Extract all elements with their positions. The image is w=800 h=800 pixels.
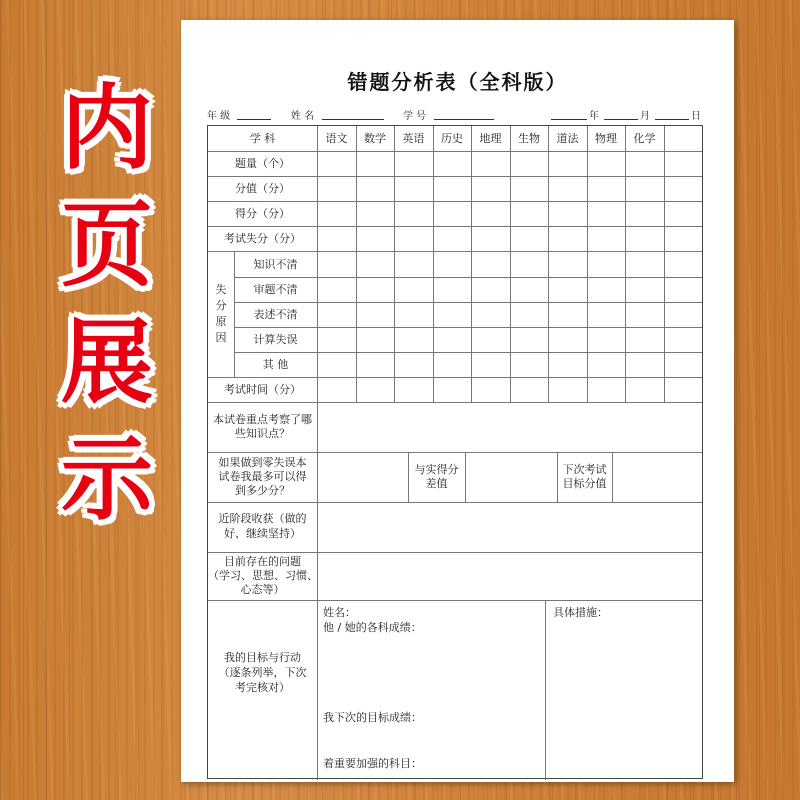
- goals-label-l2: （逐条列举，下次: [218, 666, 307, 679]
- year-field[interactable]: [551, 119, 587, 120]
- problems-label-l1: 目前存在的问题: [224, 555, 301, 568]
- promo-banner: [52, 70, 162, 538]
- subject-history: 历史: [441, 132, 463, 145]
- student-no-label: 学 号: [403, 111, 427, 122]
- worksheet-page: [181, 20, 734, 782]
- day-field[interactable]: [655, 119, 689, 120]
- measures-label: 具体措施：: [553, 606, 608, 619]
- reason-reading: 审题不清: [253, 283, 298, 296]
- page-title: 错题分析表（全科版）: [347, 70, 568, 94]
- diff-label-l1: 与实得分: [414, 463, 459, 476]
- subject-biology: 生物: [518, 132, 540, 145]
- gains-label-l2: 好、继续坚持）: [224, 527, 301, 540]
- grade-field[interactable]: [237, 119, 271, 120]
- subject-geography: 地理: [479, 132, 502, 145]
- diff-label-l2: 差值: [425, 477, 448, 490]
- next-target-l2: 目标分值: [562, 477, 607, 490]
- banner-char: 内: [60, 75, 153, 182]
- subject-english: 英语: [402, 132, 425, 145]
- year-label: 年: [589, 111, 599, 122]
- row-lost-points: 考试失分（分）: [224, 232, 301, 245]
- problems-label-l2: （学习、思想、习惯、: [208, 569, 318, 582]
- subject-chemistry: 化学: [633, 132, 656, 145]
- goals-label-l3: 考完核对）: [235, 681, 290, 694]
- student-no-field[interactable]: [434, 119, 494, 120]
- row-question-count: 题量（个）: [235, 157, 290, 170]
- grade-label: 年 级: [207, 111, 231, 122]
- peer-name-label: 姓名：: [323, 606, 356, 619]
- loss-reason-label: 失分原因: [215, 283, 227, 344]
- my-next-target-label: 我下次的目标成绩：: [323, 711, 422, 724]
- row-points: 分值（分）: [235, 182, 290, 195]
- header-fields: [181, 107, 734, 123]
- reason-calculation: 计算失误: [253, 333, 298, 346]
- reason-knowledge: 知识不清: [253, 258, 298, 271]
- month-field[interactable]: [604, 119, 638, 120]
- subject-header: 学 科: [249, 132, 276, 145]
- subject-math: 数学: [364, 132, 386, 145]
- banner-char: 展: [60, 309, 153, 416]
- subject-civics: 道法: [556, 132, 579, 145]
- q-max-score-l3: 到多少分？: [235, 484, 290, 497]
- reason-other: 其 他: [262, 358, 289, 371]
- q-focus-label: 本试卷重点考察了哪些知识点？: [213, 413, 312, 440]
- analysis-table: [207, 125, 703, 779]
- q-max-score-l2: 试卷我最多可以得: [218, 470, 307, 483]
- goals-label-l1: 我的目标与行动: [224, 651, 301, 664]
- q-max-score-l1: 如果做到零失误本: [218, 456, 307, 469]
- gains-label-l1: 近阶段收获（做的: [218, 512, 307, 525]
- banner-char: 示: [60, 426, 153, 533]
- peer-scores-label: 他 / 她的各科成绩：: [323, 621, 422, 634]
- banner-char: 页: [60, 192, 153, 299]
- month-label: 月: [640, 111, 650, 122]
- focus-subjects-label: 着重要加强的科目：: [323, 757, 422, 770]
- subject-chinese: 语文: [325, 132, 348, 145]
- row-score: 得分（分）: [235, 207, 290, 220]
- reason-expression: 表述不清: [253, 308, 298, 321]
- day-label: 日: [691, 111, 701, 122]
- next-target-l1: 下次考试: [562, 463, 607, 476]
- problems-label-l3: 心态等）: [240, 583, 285, 596]
- name-label: 姓 名: [291, 111, 315, 122]
- name-field[interactable]: [322, 119, 384, 120]
- subject-physics: 物理: [595, 132, 617, 145]
- row-exam-time: 考试时间（分）: [224, 383, 301, 396]
